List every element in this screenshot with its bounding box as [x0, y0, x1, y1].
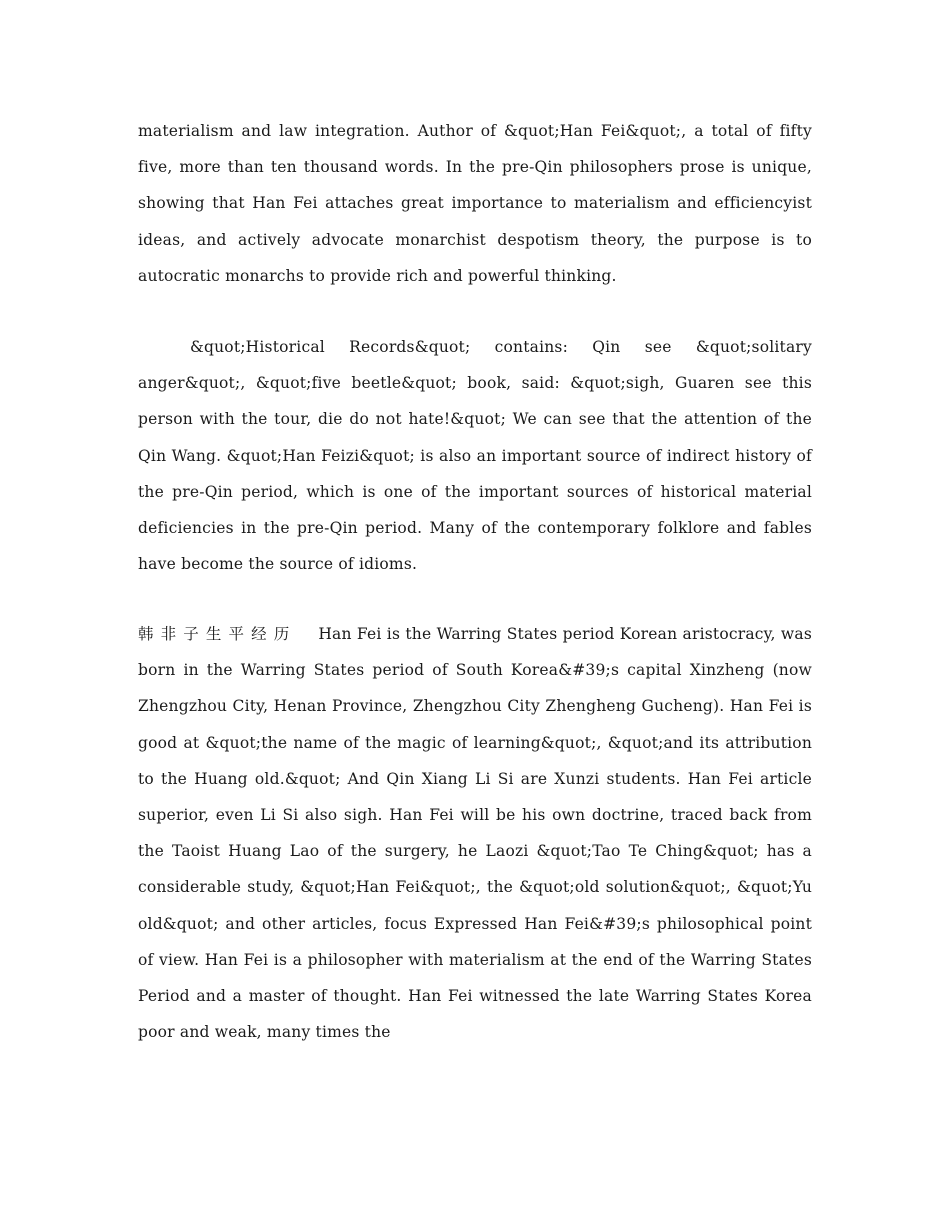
paragraph-biography: Han Fei is the Warring States period Korean aristocracy, was born in the Warring States period of South Korea&#39;s capital Xinzheng (now Zhengzhou City, Henan Province, Zhengzhou City Zhengheng Gucheng). Han Fei is good at &quot;the name of the magic of learning&quot;, &quot;and its attribution to the Huang old.&quot; And Qin Xiang Li Si are Xunzi students. Han Fei article superior, even Li Si also sigh. Han Fei will be his own doctrine, traced back from the Taoist Huang Lao of the surgery, he Laozi &quot;Tao Te Ching&quot; has a considerable study, &quot;Han Fei&quot;, the &quot;old solution&quot;, &quot;Yu old&quot; and other articles, focus Expressed Han Fei&#39;s philosophical point of view. Han Fei is a philosopher with materialism at the end of the Warring States Period and a master of thought. Han Fei witnessed the late Warring States Korea poor and weak, many times the	[138, 625, 812, 1042]
paragraph-historical-records: &quot;Historical Records&quot; contains: Qin see &quot;solitary anger&quot;, &quot;five beetle&quot; book, said: &quot;sigh, Guaren see this person with the tour, die do not hate!&quot; We can see that the attention of the Qin Wang. &quot;Han Feizi&quot; is also an important source of indirect history of the pre-Qin period, which is one of the important sources of historical material deficiencies in the pre-Qin period. Many of the contemporary folklore and fables have become the source of idioms.	[138, 338, 812, 574]
paragraph-continued: materialism and law integration. Author of &quot;Han Fei&quot;, a total of fifty five, more than ten thousand words. In the pre-Qin philosophers prose is unique, showing that Han Fei attaches great importance to materialism and efficiencyist ideas, and actively advocate monarchist despotism theory, the purpose is to autocratic monarchs to provide rich and powerful thinking.	[138, 122, 812, 285]
text-block-intro	[138, 113, 812, 294]
paragraph-biography-wrapper	[138, 616, 812, 1050]
text-block-biography	[138, 616, 812, 1050]
text-block-records	[138, 329, 812, 582]
section-heading: 韩非子生平经历	[138, 625, 297, 643]
